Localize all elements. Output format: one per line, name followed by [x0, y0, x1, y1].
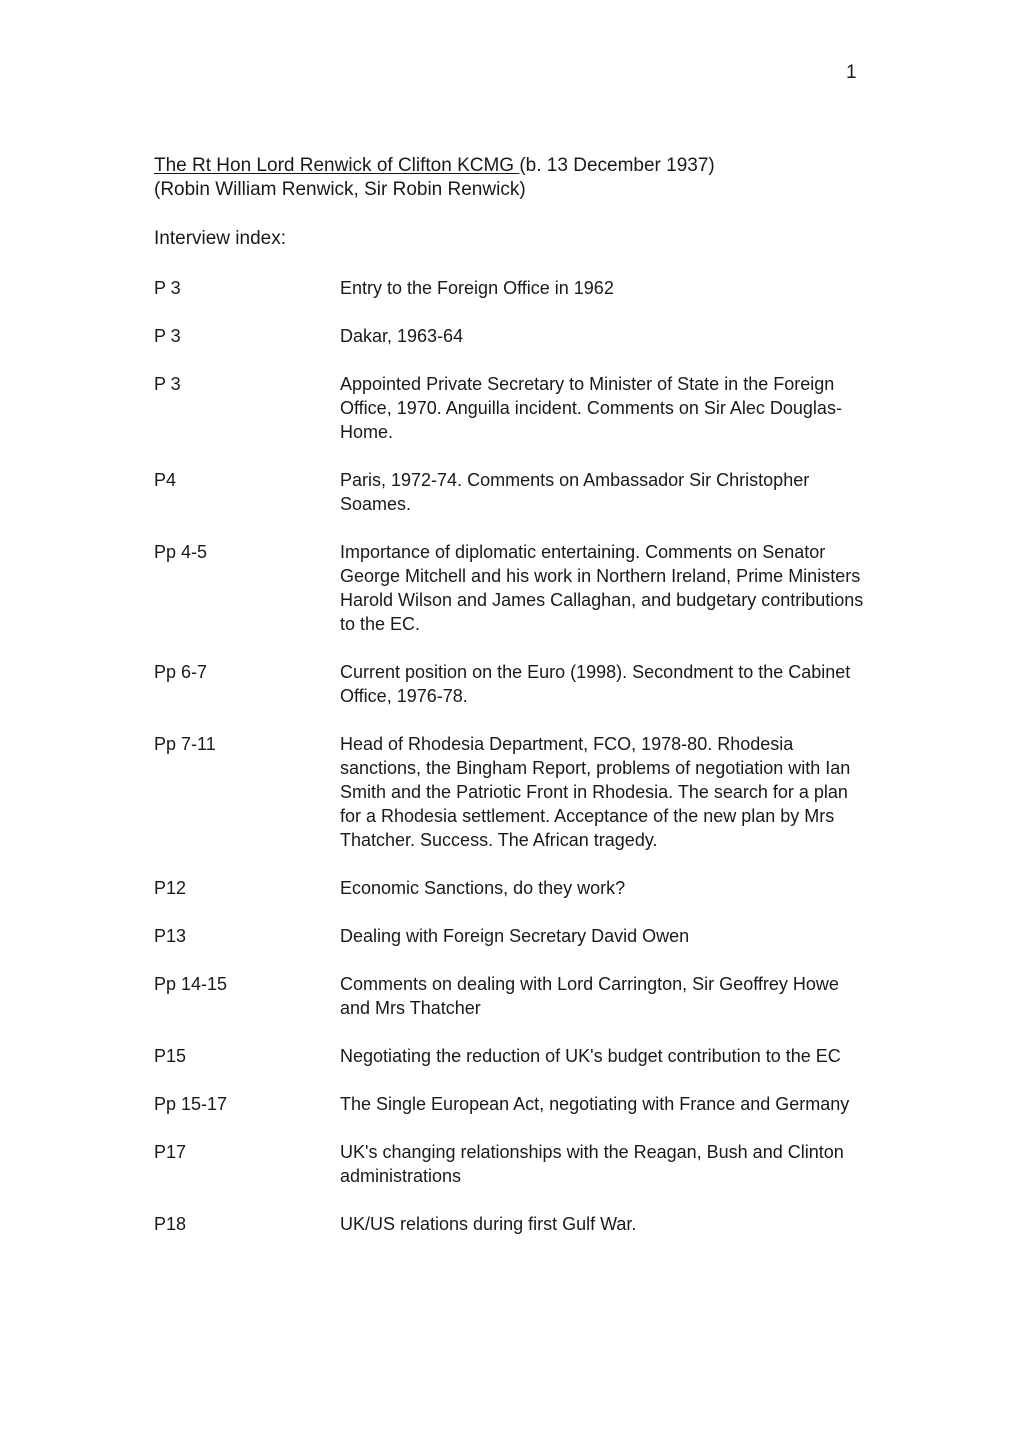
- index-entry: [154, 876, 884, 900]
- entry-description: UK/US relations during first Gulf War.: [340, 1214, 637, 1234]
- entry-page-ref: P 3: [154, 278, 181, 298]
- entry-page-ref: P18: [154, 1214, 187, 1234]
- entry-description: Dealing with Foreign Secretary David Owen: [340, 926, 690, 946]
- entry-page-ref: P12: [154, 878, 187, 898]
- entry-page-ref: Pp 15-17: [154, 1094, 228, 1114]
- title-birth-date: (b. 13 December 1937): [519, 155, 715, 176]
- index-entry: [154, 468, 884, 516]
- entry-description: Dakar, 1963-64: [340, 326, 464, 346]
- entry-description: Entry to the Foreign Office in 1962: [340, 278, 614, 298]
- index-entry: [154, 972, 884, 1020]
- index-entry: [154, 372, 884, 444]
- index-entry: [154, 324, 884, 348]
- entry-description: Head of Rhodesia Department, FCO, 1978-80. Rhodesia sanctions, the Bingham Report, problems of negotiation with Ian Smith and the Patriotic Front in Rhodesia. The search for a plan for a Rhodesia settlement. Acceptance of the new plan by Mrs Thatcher. Success. The African tragedy.: [340, 734, 851, 850]
- entry-description: UK's changing relationships with the Reagan, Bush and Clinton administrations: [340, 1142, 844, 1186]
- entry-description: Current position on the Euro (1998). Secondment to the Cabinet Office, 1976-78.: [340, 662, 851, 706]
- entry-description: Negotiating the reduction of UK's budget contribution to the EC: [340, 1046, 841, 1066]
- entry-description: Comments on dealing with Lord Carrington, Sir Geoffrey Howe and Mrs Thatcher: [340, 974, 839, 1018]
- entry-description: Paris, 1972-74. Comments on Ambassador Sir Christopher Soames.: [340, 470, 810, 514]
- document-title: [154, 154, 715, 178]
- entry-page-ref: Pp 7-11: [154, 734, 216, 754]
- document-header: [154, 154, 715, 202]
- entry-page-ref: P 3: [154, 374, 181, 394]
- page-number: 1: [846, 62, 857, 83]
- entry-page-ref: P17: [154, 1142, 187, 1162]
- title-name: The Rt Hon Lord Renwick of Clifton KCMG: [154, 155, 520, 176]
- entry-page-ref: Pp 4-5: [154, 542, 208, 562]
- index-entry: [154, 1140, 884, 1188]
- index-entries: [154, 276, 884, 1236]
- index-entry: [154, 276, 884, 300]
- index-entry: [154, 1092, 884, 1116]
- entry-page-ref: P13: [154, 926, 187, 946]
- entry-page-ref: Pp 6-7: [154, 662, 208, 682]
- entry-page-ref: P15: [154, 1046, 187, 1066]
- entry-description: Importance of diplomatic entertaining. Comments on Senator George Mitchell and his work in Northern Ireland, Prime Ministers Harold Wilson and James Callaghan, and budgetary contributions to the EC.: [340, 542, 864, 634]
- index-entry: [154, 1044, 884, 1068]
- index-entry: [154, 732, 884, 852]
- index-entry: [154, 540, 884, 636]
- document-subtitle: (Robin William Renwick, Sir Robin Renwick): [154, 179, 526, 200]
- index-heading: Interview index:: [154, 228, 287, 249]
- index-entry: [154, 924, 884, 948]
- entry-page-ref: Pp 14-15: [154, 974, 228, 994]
- entry-description: The Single European Act, negotiating with France and Germany: [340, 1094, 850, 1114]
- index-entry: [154, 660, 884, 708]
- entry-description: Economic Sanctions, do they work?: [340, 878, 626, 898]
- entry-page-ref: P4: [154, 470, 177, 490]
- index-entry: [154, 1212, 884, 1236]
- entry-page-ref: P 3: [154, 326, 181, 346]
- entry-description: Appointed Private Secretary to Minister of State in the Foreign Office, 1970. Anguilla incident. Comments on Sir Alec Douglas-Home.: [340, 374, 842, 442]
